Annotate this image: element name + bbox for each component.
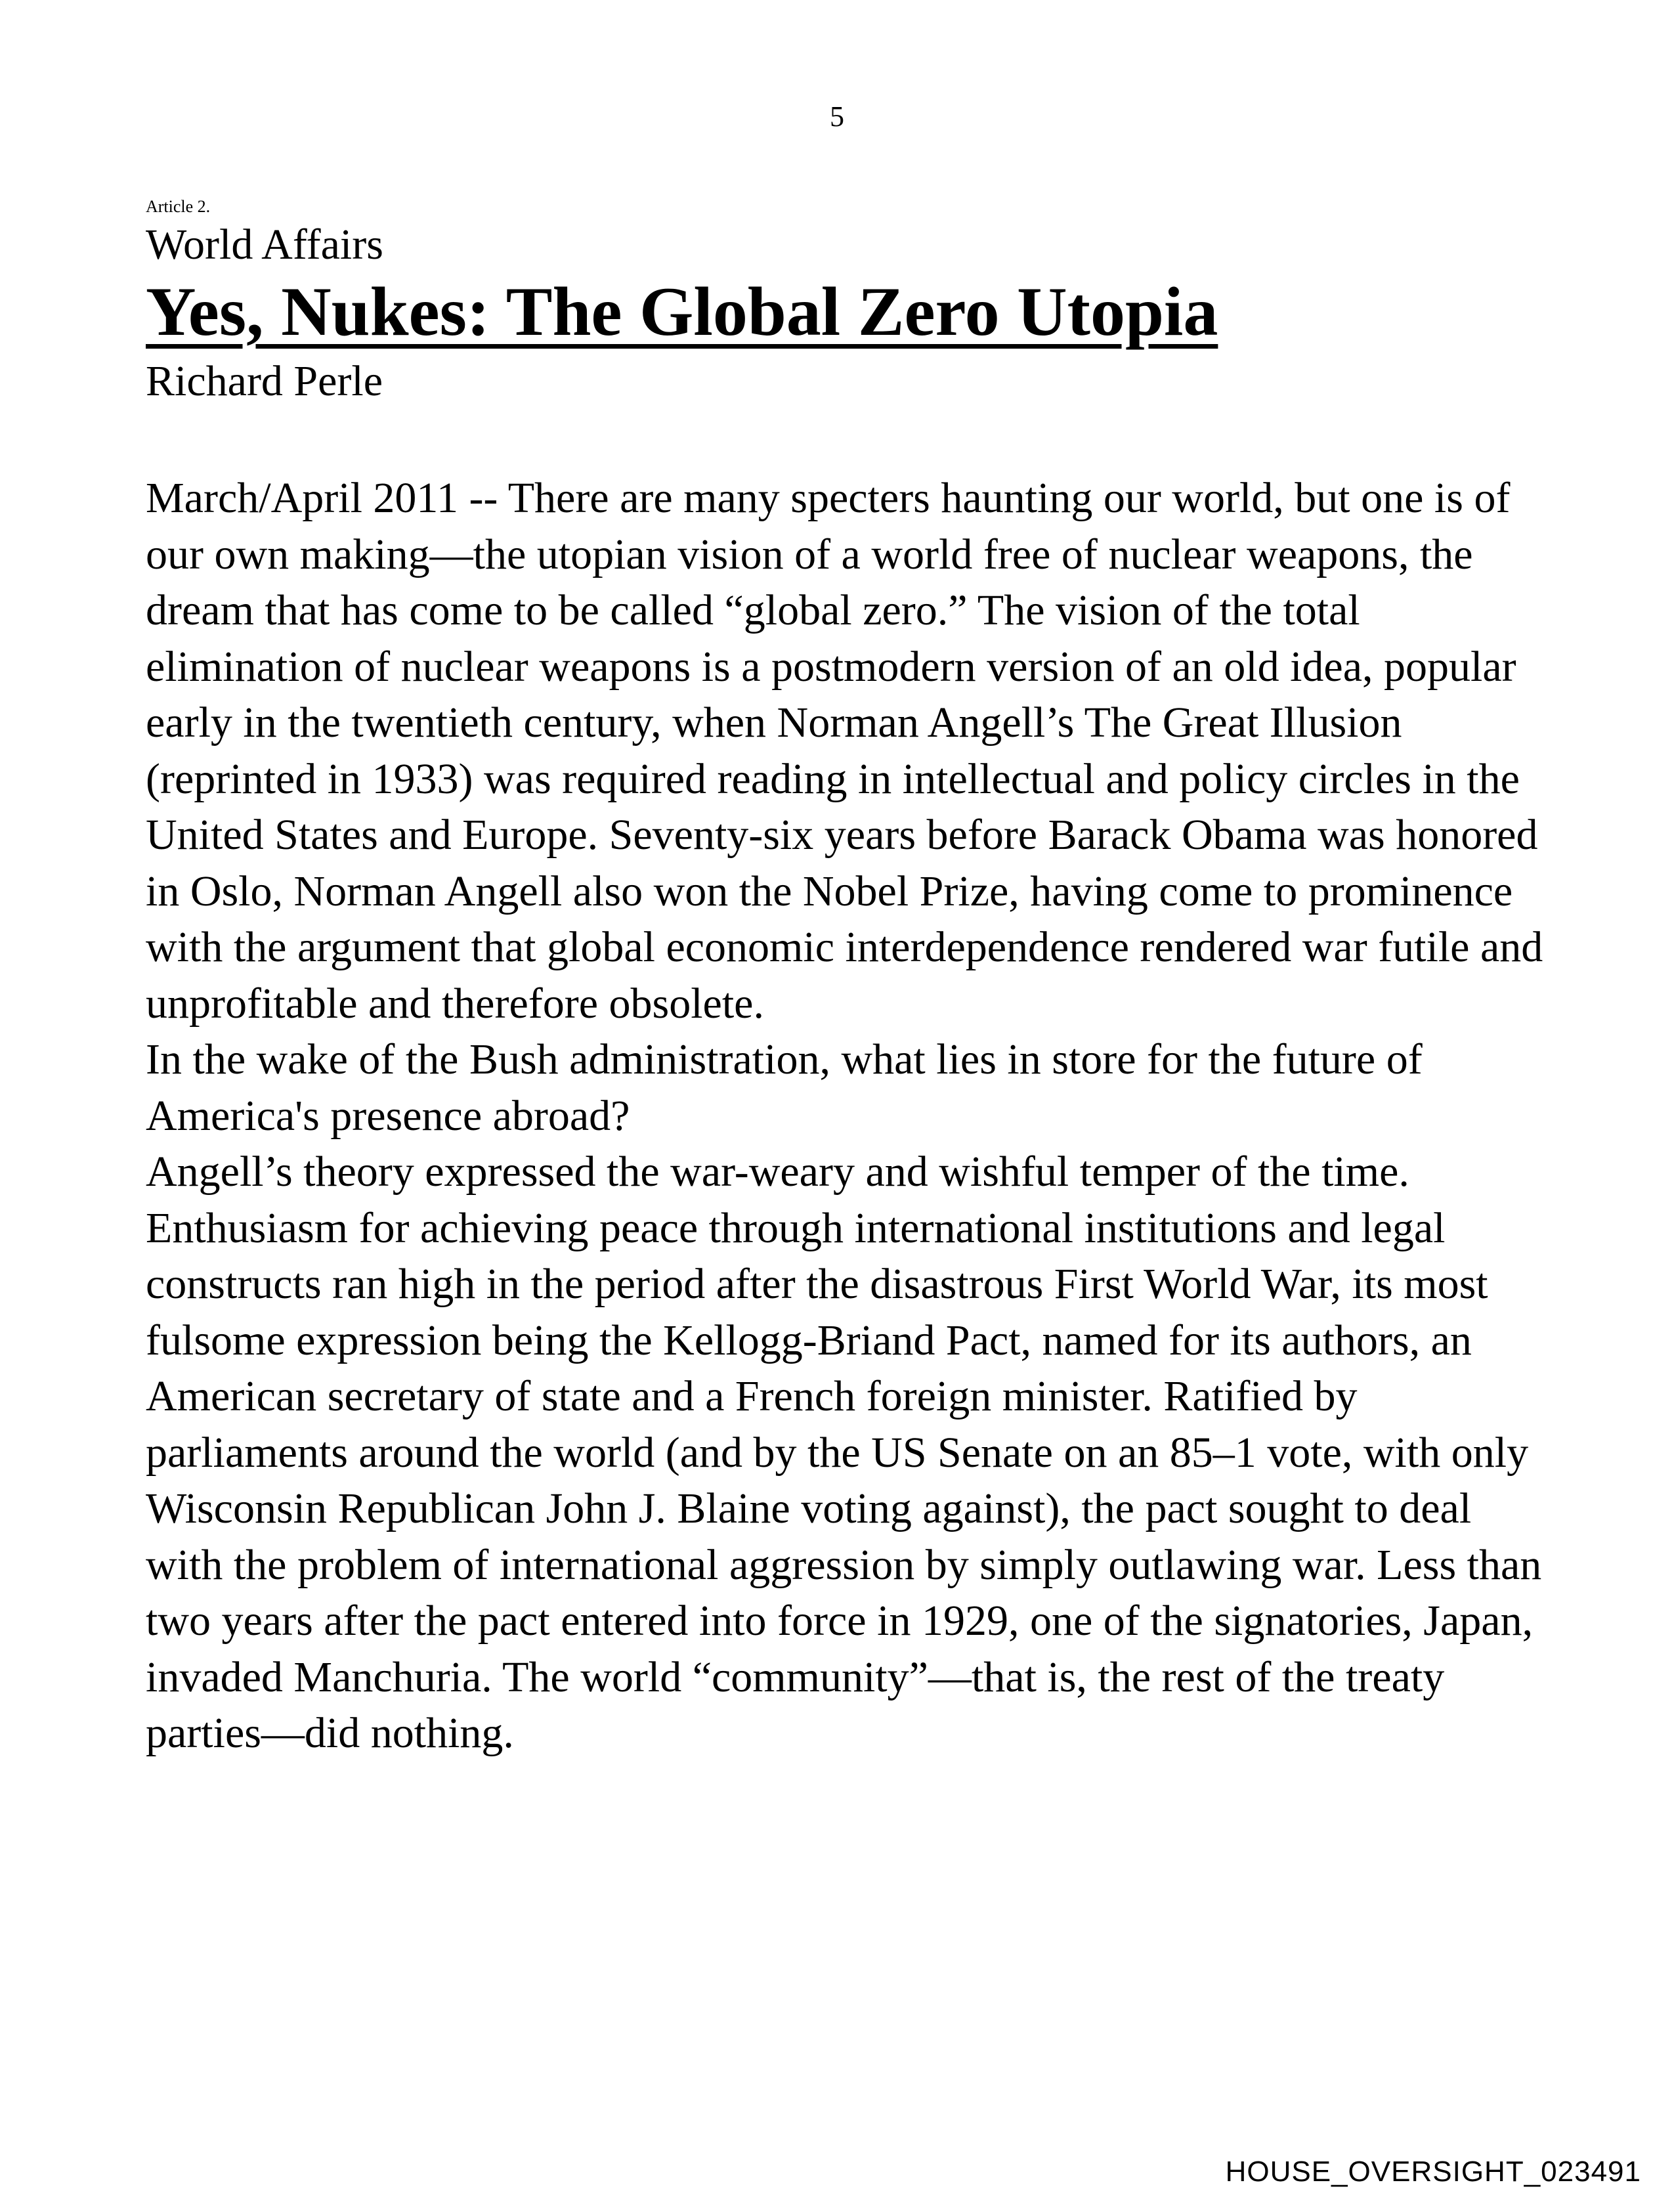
page-number: 5 — [830, 100, 844, 133]
body-paragraph: In the wake of the Bush administration, what lies in store for the future of America's presence abroad? — [146, 1035, 1423, 1140]
article — [146, 196, 1551, 1762]
article-label: Article 2. — [146, 197, 211, 216]
article-author: Richard Perle — [146, 357, 383, 405]
body-paragraph: March/April 2011 -- There are many specters haunting our world, but one is of our own making—the utopian vision of a world free of nuclear weapons, the dream that has come to be called “global zero.” The vision of the total elimination of nuclear weapons is a postmodern version of an old idea, popular early in the twentieth century, when Norman Angell’s The Great Illusion (reprinted in 1933) was required reading in intellectual and policy circles in the United States and Europe. Seventy-six years before Barack Obama was honored in Oslo, Norman Angell also won the Nobel Prize, having come to prominence with the argument that global economic interdependence rendered war futile and unprofitable and therefore obsolete. — [146, 474, 1543, 1028]
article-title: Yes, Nukes: The Global Zero Utopia — [146, 273, 1218, 350]
section-heading: World Affairs — [146, 221, 383, 269]
body-paragraph: Angell’s theory expressed the war-weary and wishful temper of the time. Enthusiasm for achieving peace through international institutions and legal constructs ran high in the period after the disastrous First World War, its most fulsome expression being the Kellogg-Briand Pact, named for its authors, an American secretary of state and a French foreign minister. Ratified by parliaments around the world (and by the US Senate on an 85–1 vote, with only Wisconsin Republican John J. Blaine voting against), the pact sought to deal with the problem of international aggression by simply outlawing war. Less than two years after the pact entered into force in 1929, one of the signatories, Japan, invaded Manchuria. The world “community”—that is, the rest of the treaty parties—did nothing. — [146, 1148, 1542, 1757]
bates-number: HOUSE_OVERSIGHT_023491 — [1225, 2156, 1641, 2188]
article-body — [146, 470, 1551, 1762]
